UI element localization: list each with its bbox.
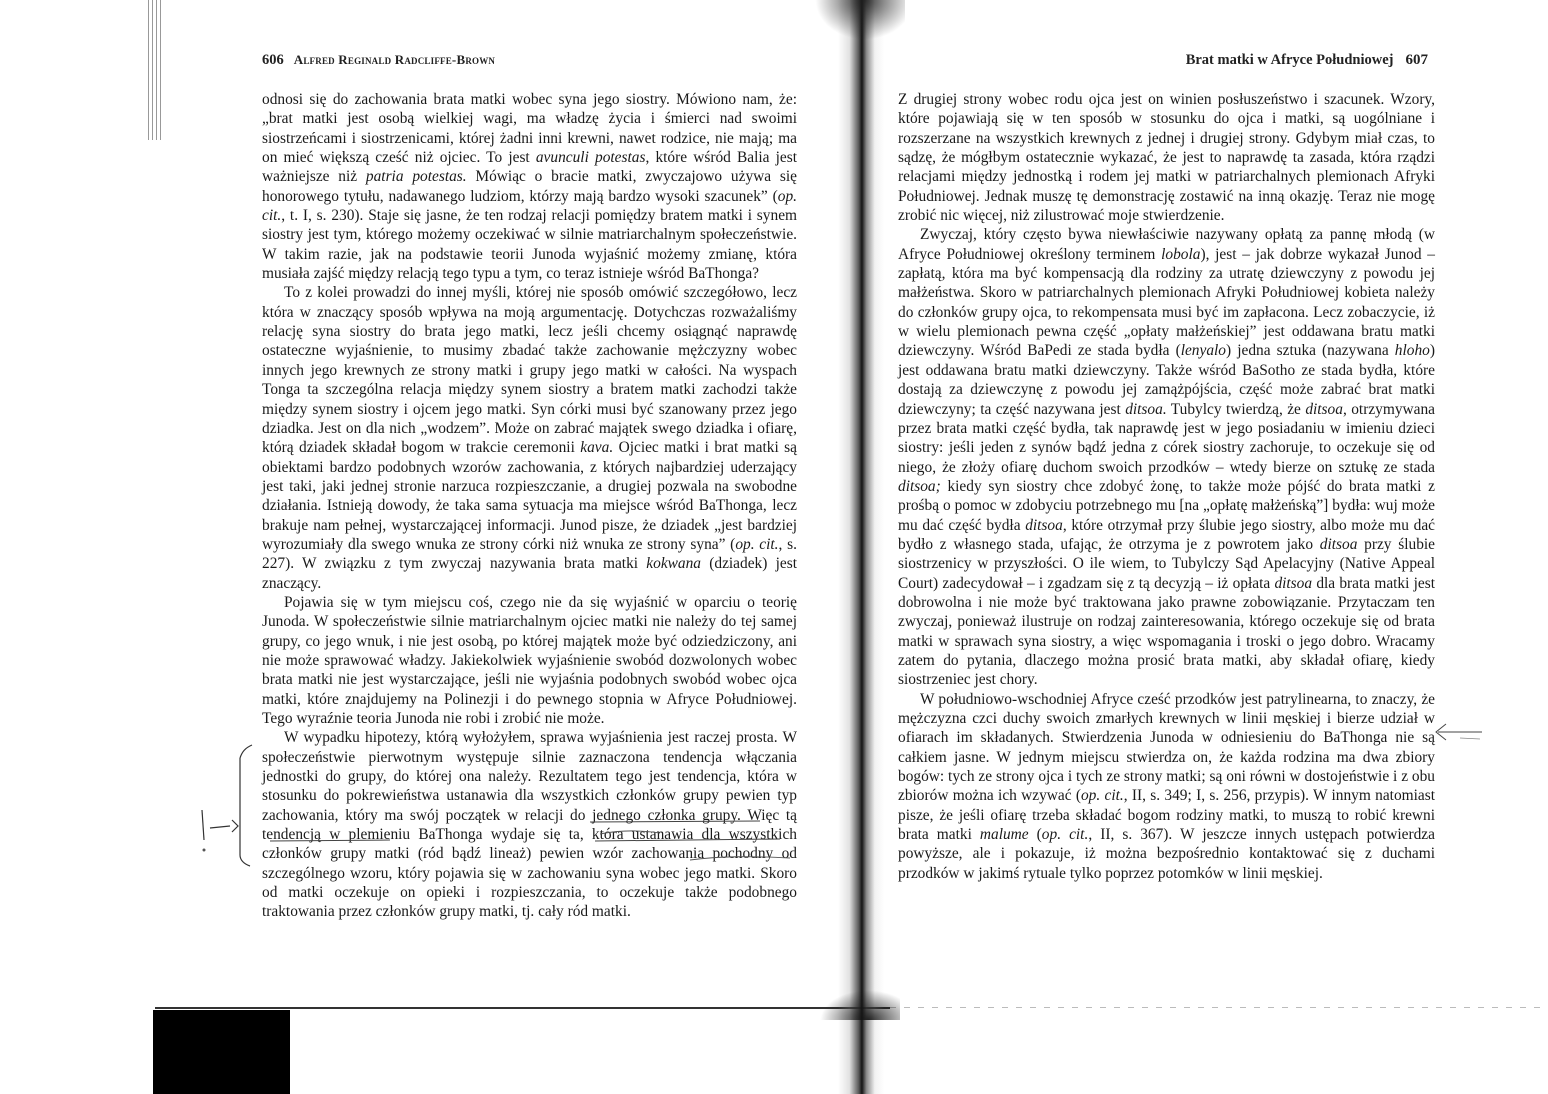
text-run: W południowo-wschodniej Afryce cześć przodków jest patrylinearna, to znaczy, że mężczyzna czci duchy swoich zmarłych krewnych w linii męskiej i bierze udział w ofiarach im składanych. Stwierdzenia Junoda w odniesieniu do BaThonga nie są całkiem jasne. W jednym miejscu stwierdza on, że każda rodzina ma dwa zbiory bogów: tych ze strony ojca i tych ze strony matki; są oni równi w dostojeństwie i z obu zbiorów można ich wzywać ( <box>898 690 1435 805</box>
gutter-shadow-bottom <box>820 990 900 1020</box>
text-run: dla brata matki jest dobrowolna i nie może być traktowana jako prawne zobowiązanie. Przytaczam ten zwyczaj, ponieważ ilustruje on rodzaj zainteresowania, którego oczekuje się od brata matki w sprawach syna siostry, a więc wspomagania i troski o jego dobro. Wracamy zatem do pytania, dlaczego można prosić brata matki, aby składał ofiarę, kiedy siostrzeniec jest chory. <box>898 574 1436 689</box>
text-run: Tubylcy twierdzą, że <box>1166 400 1306 418</box>
italic-text: malume <box>979 826 1029 844</box>
italic-text: avunculi potestas <box>535 149 646 167</box>
text-run: kiedy syn siostry chce zdobyć żonę, to także może pójść do brata matki z prośbą o pomoc w zdobyciu potrzebnego mu [na „opłatę małżeńską”] bydła: wuj może mu dać część bydła <box>898 477 1435 534</box>
paragraph <box>262 593 797 728</box>
left-page-text <box>262 90 797 922</box>
italic-text: op. cit. <box>735 535 779 553</box>
italic-text: ditsoa; <box>898 477 941 495</box>
text-run: odnosi się do zachowania brata matki wobec syna jego siostry. Mówiono nam, że: „brat matki jest osobą wielkiej wagi, ma władzę życia i śmierci nad swoimi siostrzeńcami i siostrzenicami, której żadni inni krewni, nawet rodzice, nie mają; ma on mieć większą cześć niż ojciec. To jest <box>262 91 797 167</box>
text-run: ) jest oddawana bratu matki dziewczyny. Także wśród BaSotho ze stada bydła, które dostają za dziewczynę z powodu jej zamążpójścia, część może zabrać brat matki dziewczyny; ta część nazywana jest <box>898 342 1435 418</box>
text-run: , II, s. 349; I, s. 256, przypis). W innym natomiast pisze, że jeśli ofiarę trzeba składać bogom rodziny matki, to muszą to robić krewni brata matki <box>898 787 1435 844</box>
text-run: , otrzymywana przez brata matki część bydła, tak naprawdę jest w jego posiadaniu w imieniu dzieci siostry: jeśli jeden z synów bądź jedna z córek siostry zachoruje, to oczekuje się od niego, że złoży ofiarę duchom swoich przodków – wtedy bierze on sztukę ze stada <box>898 400 1435 476</box>
left-page-header <box>262 52 495 69</box>
italic-text: op. cit. <box>1041 826 1089 844</box>
italic-text: ditsoa <box>1274 574 1313 592</box>
text-run: , II, s. 367). W jeszcze innych ustępach potwierdza powyższe, ale i pokazuje, iż można bezpośrednio kontaktować się z duchami przodków w jakimś rytuale tylko poprzez potomków w linii męskiej. <box>898 826 1435 882</box>
left-page-number: 606 <box>262 52 284 68</box>
paragraph <box>262 90 797 283</box>
gutter-shadow-top <box>815 0 905 40</box>
text-run: , t. I, s. 230). Staje się jasne, że ten rodzaj relacji pomiędzy bratem matki i synem siostry jest tym, którego możemy oczekiwać w silnie matriarchalnym społeczeństwie. W takim razie, jak na podstawie teorii Junoda wyjaśnić możemy zmianę, która musiała zajść między relacją tego typu a tym, co teraz istnieje wśród BaThonga? <box>262 207 797 283</box>
text-run: ( <box>1028 826 1042 844</box>
right-page <box>860 0 1548 1094</box>
text-run: Pojawia się w tym miejscu coś, czego nie da się wyjaśnić w oparciu o teorię Junoda. W społeczeństwie silnie matriarchalnym ojciec matki nie należy do tej samej grupy, co jego wnuk, i nie jest osobą, po której majątek może być odziedziczony, ani nie może sprawować władzy. Jakiekolwiek wyjaśnienie swobód dozwolonych wobec brata matki nie jest wystarczające, jeśli nie wyjaśnia podobnych swobód wobec ojca matki, które znajdujemy na Polinezji i do pewnego stopnia w Afryce Południowej. Tego wyraźnie teoria Junoda nie robi i zrobić nie może. <box>262 593 797 727</box>
italic-text: ditsoa. <box>1125 400 1167 418</box>
paragraph <box>898 225 1435 689</box>
italic-text: ditsoa <box>1305 400 1343 418</box>
text-run: Ojciec matki i brat matki są obiektami bardzo podobnych wzorów zachowania, z których najbardziej uderzający jest taki, jaki jednej stronie narzuca rozpieszczanie, a drugiej pozwala na swobodne działania. Istnieją dowody, że taka sama sytuacja ma miejsce wśród BaThonga, lecz brakuje nam pełnej, wystarczającej informacji. Junod pisze, że dziadek „jest bardziej wyrozumiały dla swego wnuka ze strony córki niż wnuka ze strony syna” ( <box>262 439 797 553</box>
italic-text: kava. <box>580 439 614 457</box>
right-page-number: 607 <box>1405 52 1428 68</box>
text-run: Mówiąc o bracie matki, zwyczajowo używa się honorowego tytułu, nadawanego ludziom, którzy mają bardzo wysoki szacunek” ( <box>262 168 797 205</box>
text-run: W wypadku hipotezy, którą wyłożyłem, sprawa wyjaśnienia jest raczej prosta. W społeczeństwie pierwotnym występuje silnie zaznaczona tendencja włączania jednostki do grupy, do której ona należy. Rezultatem tego jest tendencja, która w stosunku do pokrewieństwa ustanawia dla wszystkich członków grupy pewien typ zachowania, który ma swój początek w relacji do jednego członka grupy. Więc tą tendencją w plemieniu BaThonga wydaje się ta, która ustanawia dla wszystkich członków grupy matki (ród bądź lineaż) pewien wzór zachowania pochodny od szczególnego wzoru, który pojawia się w zachowaniu syna wobec jego matki. Skoro od matki oczekuje on opieki i rozpieszczania, to oczekuje także podobnego traktowania przez członków grupy matki, tj. cały ród matki. <box>262 729 797 921</box>
italic-text: kokwana <box>646 555 702 573</box>
italic-text: op. cit. <box>1080 787 1124 805</box>
italic-text: lenyalo <box>1180 342 1227 360</box>
paragraph <box>262 728 797 921</box>
text-run: , które otrzymał przy ślubie jego siostry, albo może mu dać bydło z własnego stada, ufając, że otrzyma je z powrotem jako <box>898 516 1435 553</box>
paragraph <box>898 90 1435 225</box>
text-run: przy ślubie siostrzenicy w przyszłości. O ile wiem, to Tubylczy Sąd Apelacyjny (Native Appeal Court) zadecydował – i zgadzam się z tą decyzją – iż opłata <box>898 535 1435 592</box>
text-run: To z kolei prowadzi do innej myśli, której nie sposób omówić szczegółowo, lecz która w znaczący sposób wpływa na moją argumentację. Dotychczas rozważaliśmy relację syna siostry do brata jego matki, lecz jeśli chcemy osiągnąć naprawdę ostateczne wyjaśnienie, to musimy zbadać także zachowanie mężczyzny wobec innych jego krewnych ze strony matki i grupy jego matki w całości. Na wyspach Tonga ta szczególna relacja między synem siostry a bratem matki zachodzi także między synem siostry i ojcem jego matki. Syn córki musi być szanowany przez jego dziadka. Jest on dla nich „wodzem”. Może on zabrać majątek swego dziadka i ofiarę, którą dziadek składał bogom w trakcie ceremonii <box>262 284 797 457</box>
text-run: , s. 227). W związku z tym zwyczaj nazywania brata matki <box>262 535 797 573</box>
text-run: (dziadek) jest znaczący. <box>262 555 797 592</box>
italic-text: hloho <box>1394 342 1430 360</box>
italic-text: patria potestas. <box>365 168 467 186</box>
italic-text: op. cit. <box>262 187 797 225</box>
paragraph <box>898 690 1435 883</box>
book-gutter-shadow <box>838 0 884 1094</box>
italic-text: ditsoa <box>1319 535 1358 553</box>
left-running-title: Alfred Reginald Radcliffe-Brown <box>293 52 496 67</box>
italic-text: lobola <box>1161 245 1201 263</box>
text-run: ), jest – jak dobrze wykazał Junod – zapłatą, która ma być kompensacją dla rodziny za utratę dziewczyny z powodu jej małżeństwa. Skoro w patriarchalnych plemionach Afryki Południowej kobieta należy do członków grupy ojca, to rekompensata musi być im zapłacona. Lecz zobaczycie, iż w wielu plemionach pewna część „opłaty małżeńskiej” jest oddawana bratu matki dziewczyny. Wśród BaPedi ze stada bydła ( <box>898 245 1435 360</box>
right-page-text <box>898 90 1435 883</box>
right-running-title: Brat matki w Afryce Południowej <box>1185 52 1394 68</box>
italic-text: ditsoa <box>1025 516 1063 534</box>
paragraph <box>262 283 797 593</box>
right-page-header <box>1186 52 1428 69</box>
text-run: , które wśród Balia jest ważniejsze niż <box>262 149 797 186</box>
text-run: ) jedna sztuka (nazywana <box>1226 342 1395 360</box>
text-run: Z drugiej strony wobec rodu ojca jest on winien posłuszeństwo i szacunek. Wzory, które pojawiają się w ten sposób w stosunku do ojca i matki, są uogólniane i rozszerzane na wszystkich krewnych z jednej i drugiej strony. Gdybym miał czas, to sądzę, że mógłbym ostatecznie wykazać, że jest to naprawdę ta zasada, która rządzi relacjami między jednostką i rodem jej matki w patriarchalnych plemionach Afryki Południowej. Jednak muszę tę demonstrację zostawić na inną okazję. Teraz nie mogę zrobić nic więcej, niż zilustrować moje stwierdzenie. <box>898 91 1435 225</box>
text-run: Zwyczaj, który często bywa niewłaściwie nazywany opłatą za pannę młodą (w Afryce Południowej określony terminem <box>898 226 1435 263</box>
